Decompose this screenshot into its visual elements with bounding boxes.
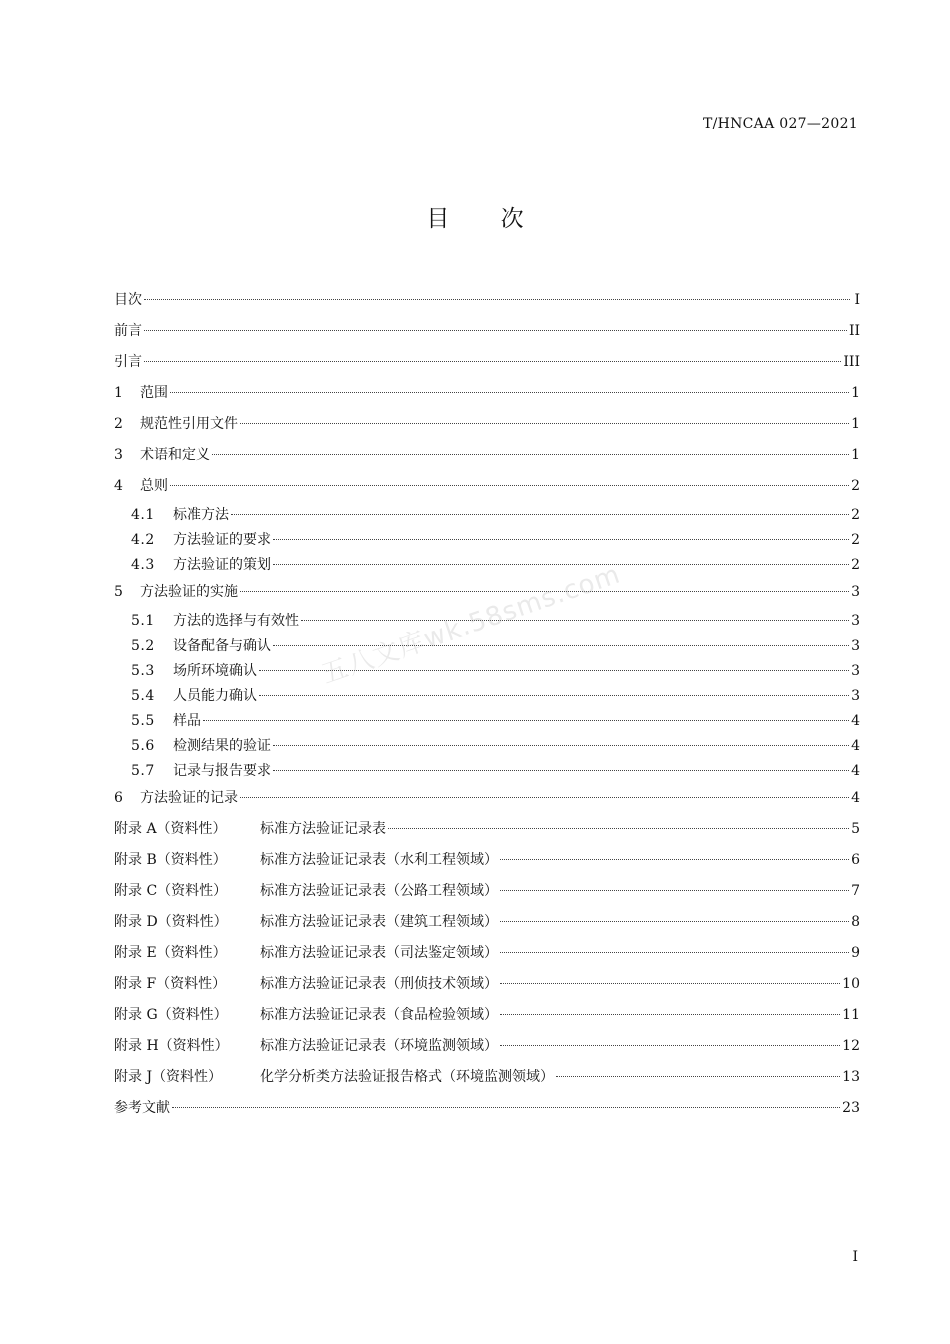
toc-page-number: 6 — [851, 852, 860, 868]
toc-dot-leader — [212, 454, 849, 455]
toc-entry-title: 方法验证的实施 — [140, 584, 238, 600]
toc-entry-number: 5.6 — [131, 738, 155, 754]
toc-page-number: 10 — [842, 976, 860, 992]
toc-entry[interactable] — [114, 784, 860, 815]
toc-dot-leader — [144, 299, 850, 300]
toc-entry[interactable] — [114, 472, 860, 503]
toc-entry[interactable] — [114, 1032, 860, 1063]
toc-dot-leader — [500, 983, 840, 984]
toc-entry-label-group — [114, 443, 210, 467]
toc-dot-leader — [273, 745, 849, 746]
toc-entry[interactable] — [114, 528, 860, 553]
toc-appendix-prefix: 附录 H（资料性） — [114, 1038, 229, 1054]
toc-page-number: 4 — [851, 763, 860, 779]
toc-entry-title: 前言 — [114, 323, 142, 339]
toc-page-number: II — [848, 323, 860, 339]
toc-page-number: 4 — [851, 738, 860, 754]
toc-page-number: III — [843, 354, 860, 370]
toc-entry-number: 4.2 — [131, 532, 155, 548]
toc-entry[interactable] — [114, 759, 860, 784]
toc-appendix-prefix: 附录 D（资料性） — [114, 914, 228, 930]
toc-dot-leader — [500, 1014, 840, 1015]
toc-entry-title: 术语和定义 — [140, 447, 210, 463]
toc-entry-title: 化学分析类方法验证报告格式（环境监测领域） — [260, 1069, 554, 1085]
toc-appendix-prefix: 附录 C（资料性） — [114, 883, 228, 899]
toc-dot-leader — [556, 1076, 840, 1077]
toc-entry-number: 5.4 — [131, 688, 155, 704]
toc-page-number: 2 — [851, 557, 860, 573]
toc-entry-title: 标准方法验证记录表（司法鉴定领域） — [260, 945, 498, 961]
toc-entry-title: 范围 — [140, 385, 168, 401]
toc-entry-label-group — [131, 684, 257, 708]
toc-entry-title: 方法验证的记录 — [140, 790, 238, 806]
toc-entry-number: 5.2 — [131, 638, 155, 654]
toc-entry[interactable] — [114, 659, 860, 684]
toc-entry-title: 标准方法验证记录表（环境监测领域） — [260, 1038, 498, 1054]
toc-entry-label-group — [114, 1065, 554, 1089]
toc-entry-title: 规范性引用文件 — [140, 416, 238, 432]
toc-page-number: 23 — [842, 1100, 860, 1116]
toc-entry[interactable] — [114, 634, 860, 659]
table-of-contents — [114, 286, 860, 1125]
toc-entry[interactable] — [114, 317, 860, 348]
toc-page-number: 7 — [851, 883, 860, 899]
toc-entry-number: 5.7 — [131, 763, 155, 779]
toc-entry-number: 2 — [114, 416, 124, 432]
toc-entry-label-group — [114, 786, 238, 810]
toc-page-number: 3 — [851, 688, 860, 704]
toc-entry[interactable] — [114, 1094, 860, 1125]
toc-dot-leader — [259, 670, 849, 671]
toc-entry[interactable] — [114, 846, 860, 877]
toc-appendix-prefix: 附录 J（资料性） — [114, 1069, 223, 1085]
toc-dot-leader — [273, 645, 849, 646]
toc-entry-title: 标准方法验证记录表（公路工程领域） — [260, 883, 498, 899]
toc-entry-title: 标准方法验证记录表（食品检验领域） — [260, 1007, 498, 1023]
toc-page-number: 3 — [851, 613, 860, 629]
toc-entry-label-group — [131, 553, 271, 577]
toc-entry-number: 5.3 — [131, 663, 155, 679]
toc-page-number: 4 — [851, 790, 860, 806]
toc-entry[interactable] — [114, 348, 860, 379]
toc-dot-leader — [500, 890, 849, 891]
toc-dot-leader — [273, 770, 849, 771]
toc-entry-label-group — [114, 848, 498, 872]
toc-entry-label-group — [114, 817, 386, 841]
toc-page-number: 8 — [851, 914, 860, 930]
toc-page-number: 12 — [842, 1038, 860, 1054]
toc-entry-number: 5 — [114, 584, 124, 600]
toc-dot-leader — [388, 828, 849, 829]
toc-dot-leader — [500, 952, 849, 953]
toc-entry-title: 标准方法验证记录表（建筑工程领域） — [260, 914, 498, 930]
toc-entry-number: 4.3 — [131, 557, 155, 573]
toc-entry-title: 目次 — [114, 292, 142, 308]
toc-dot-leader — [273, 539, 849, 540]
toc-entry-title: 标准方法验证记录表（刑侦技术领域） — [260, 976, 498, 992]
toc-dot-leader — [273, 564, 849, 565]
toc-appendix-prefix: 附录 G（资料性） — [114, 1007, 228, 1023]
toc-dot-leader — [259, 695, 849, 696]
toc-entry[interactable] — [114, 609, 860, 634]
toc-dot-leader — [240, 423, 849, 424]
toc-entry-number: 4 — [114, 478, 124, 494]
toc-entry-title: 方法验证的策划 — [173, 557, 271, 573]
toc-entry[interactable] — [114, 286, 860, 317]
toc-dot-leader — [172, 1107, 840, 1108]
toc-dot-leader — [500, 1045, 840, 1046]
toc-entry-title: 标准方法验证记录表（水利工程领域） — [260, 852, 498, 868]
toc-entry-label-group — [131, 634, 271, 658]
toc-entry[interactable] — [114, 684, 860, 709]
toc-appendix-prefix: 附录 B（资料性） — [114, 852, 227, 868]
toc-entry-title: 设备配备与确认 — [173, 638, 271, 654]
toc-appendix-prefix: 附录 A（资料性） — [114, 821, 227, 837]
toc-entry-title: 场所环境确认 — [173, 663, 257, 679]
toc-appendix-prefix: 附录 F（资料性） — [114, 976, 227, 992]
toc-dot-leader — [301, 620, 849, 621]
toc-dot-leader — [203, 720, 849, 721]
toc-entry-label-group — [131, 503, 229, 527]
toc-page-number: 3 — [851, 638, 860, 654]
toc-entry-label-group — [114, 1034, 498, 1058]
toc-entry-label-group — [131, 528, 271, 552]
watermark: 五八文库wk.58sms.com — [317, 559, 625, 691]
document-code: T/HNCAA 027—2021 — [702, 116, 858, 132]
toc-entry[interactable] — [114, 553, 860, 578]
toc-entry[interactable] — [114, 578, 860, 609]
toc-entry-number: 3 — [114, 447, 124, 463]
toc-entry[interactable] — [114, 939, 860, 970]
toc-entry-label-group — [114, 288, 142, 312]
toc-page-number: 11 — [842, 1007, 860, 1023]
toc-page-number: 3 — [851, 584, 860, 600]
toc-entry-title: 样品 — [173, 713, 201, 729]
toc-appendix-prefix: 附录 E（资料性） — [114, 945, 227, 961]
toc-entry[interactable] — [114, 908, 860, 939]
toc-entry-title: 引言 — [114, 354, 142, 370]
toc-dot-leader — [500, 921, 849, 922]
toc-entry-label-group — [114, 350, 142, 374]
toc-page-number: 13 — [842, 1069, 860, 1085]
toc-page-number: 1 — [851, 416, 860, 432]
toc-dot-leader — [170, 392, 849, 393]
toc-entry-label-group — [114, 879, 498, 903]
toc-page-number: 1 — [851, 385, 860, 401]
toc-page-number: 5 — [851, 821, 860, 837]
toc-entry[interactable] — [114, 441, 860, 472]
toc-entry-title: 人员能力确认 — [173, 688, 257, 704]
toc-entry-label-group — [114, 1096, 170, 1120]
toc-page-number: 1 — [851, 447, 860, 463]
toc-entry-title: 标准方法验证记录表 — [260, 821, 386, 837]
toc-entry-number: 1 — [114, 385, 124, 401]
toc-entry-label-group — [114, 972, 498, 996]
toc-entry-label-group — [131, 709, 201, 733]
toc-entry-title: 记录与报告要求 — [173, 763, 271, 779]
toc-entry-label-group — [114, 1003, 498, 1027]
toc-page-number: 4 — [851, 713, 860, 729]
toc-page-number: 2 — [851, 478, 860, 494]
toc-page-number: 3 — [851, 663, 860, 679]
toc-dot-leader — [144, 361, 841, 362]
toc-entry-label-group — [114, 381, 168, 405]
toc-entry[interactable] — [114, 410, 860, 441]
toc-dot-leader — [231, 514, 849, 515]
toc-entry-number: 4.1 — [131, 507, 155, 523]
toc-entry-label-group — [114, 580, 238, 604]
toc-entry-title: 标准方法 — [173, 507, 229, 523]
toc-entry-number: 5.5 — [131, 713, 155, 729]
toc-entry[interactable] — [114, 815, 860, 846]
toc-entry-label-group — [114, 474, 168, 498]
toc-entry[interactable] — [114, 379, 860, 410]
toc-entry-title: 总则 — [140, 478, 168, 494]
toc-entry-label-group — [131, 759, 271, 783]
toc-page-number: 9 — [851, 945, 860, 961]
toc-page-number: 2 — [851, 507, 860, 523]
toc-entry[interactable] — [114, 877, 860, 908]
toc-entry-label-group — [114, 319, 142, 343]
page-title: 目 次 — [426, 206, 546, 232]
toc-entry[interactable] — [114, 1001, 860, 1032]
toc-entry-label-group — [131, 659, 257, 683]
toc-entry-label-group — [114, 941, 498, 965]
toc-entry-title: 检测结果的验证 — [173, 738, 271, 754]
toc-entry-number: 5.1 — [131, 613, 155, 629]
toc-dot-leader — [144, 330, 847, 331]
toc-page-number: 2 — [851, 532, 860, 548]
toc-dot-leader — [240, 797, 849, 798]
toc-entry[interactable] — [114, 970, 860, 1001]
toc-entry[interactable] — [114, 734, 860, 759]
toc-entry[interactable] — [114, 1063, 860, 1094]
toc-entry-number: 6 — [114, 790, 124, 806]
toc-entry-label-group — [131, 609, 299, 633]
toc-entry-label-group — [114, 412, 238, 436]
toc-entry-label-group — [131, 734, 271, 758]
toc-dot-leader — [170, 485, 849, 486]
page-number: I — [852, 1249, 858, 1265]
toc-dot-leader — [500, 859, 849, 860]
toc-entry[interactable] — [114, 709, 860, 734]
toc-entry-title: 参考文献 — [114, 1100, 170, 1116]
toc-entry-title: 方法的选择与有效性 — [173, 613, 299, 629]
toc-entry-label-group — [114, 910, 498, 934]
toc-entry[interactable] — [114, 503, 860, 528]
toc-page-number: I — [854, 292, 860, 308]
toc-entry-title: 方法验证的要求 — [173, 532, 271, 548]
toc-dot-leader — [240, 591, 849, 592]
